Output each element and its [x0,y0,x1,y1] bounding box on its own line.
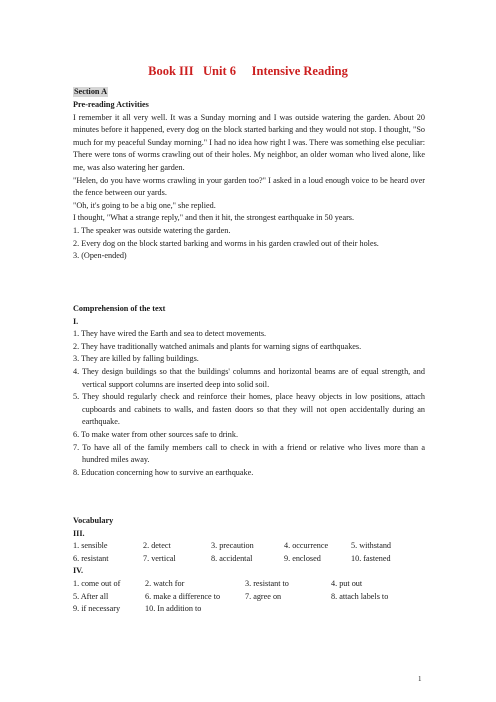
vocabulary-part-iv: IV. [73,566,84,576]
vocab-answer: 3. precaution [211,541,254,551]
prereading-paragraph: I thought, "What a strange reply," and then it hit, the strongest earthquake in 50 years. [73,213,355,223]
vocab-answer: 8. accidental [211,553,253,563]
vocab-answer: 2. watch for [145,578,185,588]
vocab-answer: 4. put out [331,578,363,588]
prereading-heading: Pre-reading Activities [73,100,149,109]
vocab-answer: 5. After all [73,591,109,601]
prereading-section [73,99,425,263]
comprehension-item: 7. To have all of the family members call to check in with a friend or relative who lives more than a hundred miles away. [73,442,425,465]
comprehension-item: 2. They have traditionally watched animals and plants for warning signs of earthquakes. [73,341,362,351]
page-number: 1 [418,675,422,683]
vocab-answer: 7. vertical [143,553,176,563]
section-label: Section A [74,87,107,96]
vocab-answer: 9. if necessary [73,604,121,614]
vocab-answer: 2. detect [143,541,171,551]
page-title: Book III Unit 6 Intensive Reading [148,64,348,78]
comprehension-heading: Comprehension of the text [73,304,166,313]
vocab-answer: 7. agree on [245,591,282,601]
comprehension-item: 8. Education concerning how to survive an earthquake. [73,467,254,477]
vocab-answer: 6. resistant [73,553,109,563]
vocab-answer: 10. In addition to [145,604,202,614]
vocabulary-part-iii: III. [73,528,85,538]
prereading-answer: 3. (Open-ended) [73,251,127,261]
comprehension-section [73,303,425,479]
vocabulary-iv-grid [73,578,425,616]
prereading-answer: 1. The speaker was outside watering the garden. [73,225,231,235]
prereading-paragraph: I remember it all very well. It was a Sunday morning and I was outside watering the garden. About 20 minutes before it happened, every dog on the block started barking and they would not stop. I thought, "So much for my peaceful Sunday morning." I had no idea how right I was. There was something else peculiar: There were tons of worms crawling out of their holes. My neighbor, an older woman who lived alone, like me, was also watering her garden. [73,112,425,172]
comprehension-item: 1. They have wired the Earth and sea to detect movements. [73,329,267,339]
vocabulary-iii-grid [73,540,425,565]
vocab-answer: 1. come out of [73,578,121,588]
vocab-answer: 1. sensible [73,541,108,551]
prereading-paragraph: "Oh, it's going to be a big one," she replied. [73,200,216,210]
comprehension-item: 4. They design buildings so that the buildings' columns and horizontal beams are of equal strength, and vertical support columns are inserted deep into solid soil. [73,366,425,389]
comprehension-item: 6. To make water from other sources safe to drink. [73,429,239,439]
prereading-paragraph: "Helen, do you have worms crawling in your garden too?" I asked in a loud enough voice to be heard over the fence between our yards. [73,175,425,198]
vocab-answer: 9. enclosed [284,553,321,563]
comprehension-part: I. [73,316,79,326]
vocabulary-heading: Vocabulary [73,516,114,525]
vocabulary-section [73,515,425,616]
vocab-answer: 10. fastened [351,553,391,563]
vocab-answer: 4. occurrence [284,541,329,551]
vocab-answer: 8. attach labels to [331,591,389,601]
comprehension-item: 5. They should regularly check and reinforce their homes, place heavy objects in low positions, attach cupboards and cabinets to walls, and fasten doors so that they will not open accidentally during an earthquake. [73,392,425,427]
prereading-answer: 2. Every dog on the block started barking and worms in his garden crawled out of their holes. [73,238,379,248]
vocab-answer: 5. withstand [351,541,392,551]
vocab-answer: 6. make a difference to [145,591,221,601]
comprehension-item: 3. They are killed by falling buildings. [73,354,199,364]
vocab-answer: 3. resistant to [245,578,289,588]
